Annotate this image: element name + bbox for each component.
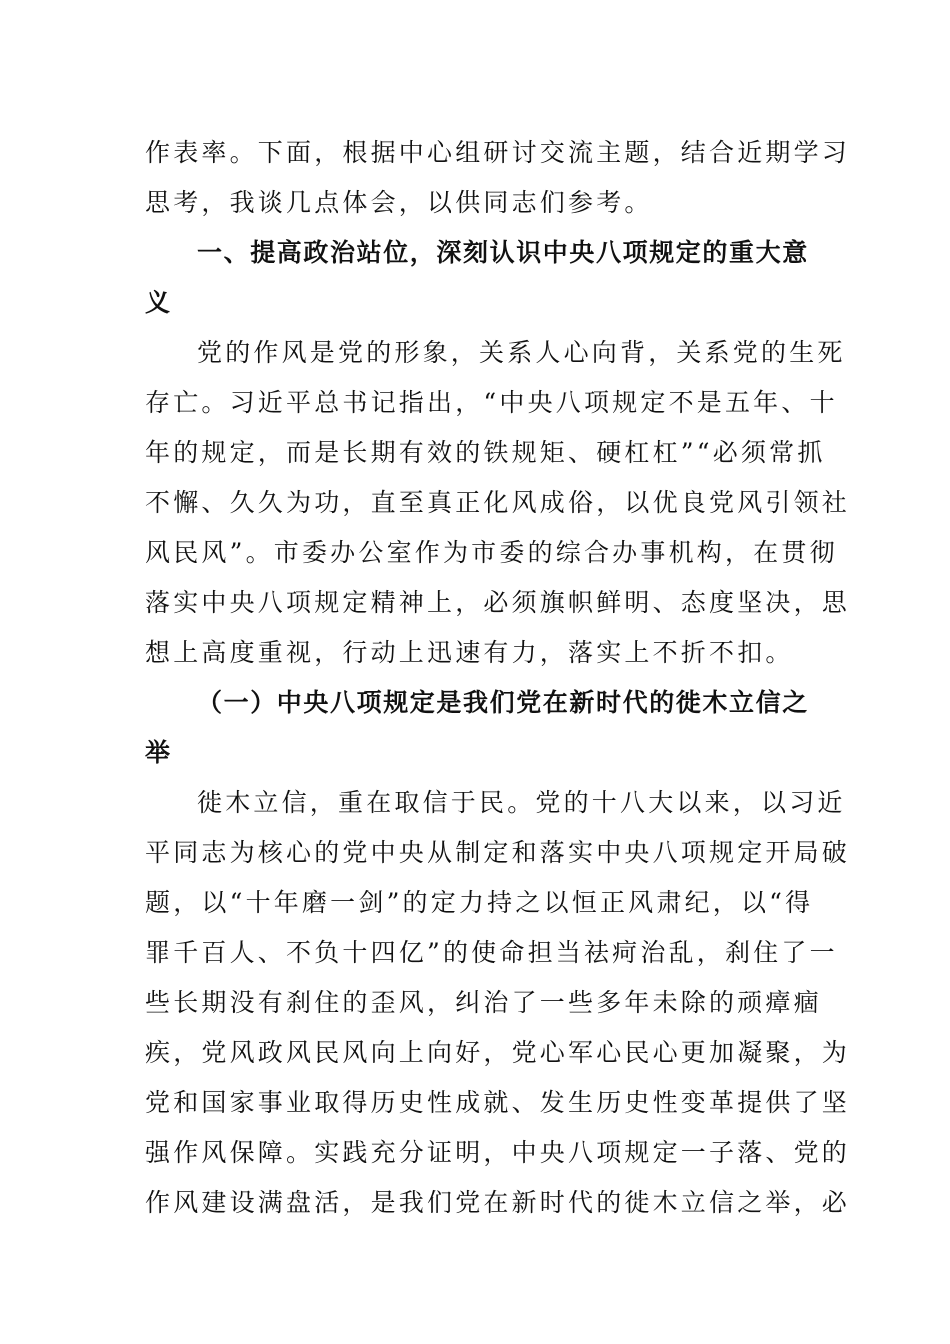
body-text-line: 不懈、久久为功，直至真正化风成俗，以优良党风引领社 [145, 488, 851, 517]
body-text-line: 平同志为核心的党中央从制定和落实中央八项规定开局破 [145, 838, 851, 867]
section-heading: 一、提高政治站位，深刻认识中央八项规定的重大意 [197, 238, 809, 267]
body-text-line: 党的作风是党的形象，关系人心向背，关系党的生死 [197, 338, 846, 367]
body-text-line: 落实中央八项规定精神上，必须旗帜鲜明、态度坚决，思 [145, 588, 851, 617]
body-text-line: 些长期没有刹住的歪风，纠治了一些多年未除的顽瘴痼 [145, 988, 822, 1017]
body-text-line: 风民风”。市委办公室作为市委的综合办事机构，在贯彻 [145, 538, 838, 567]
body-text-line: 党和国家事业取得历史性成就、发生历史性变革提供了坚 [145, 1088, 851, 1117]
section-heading-continuation: 义 [145, 288, 172, 317]
body-text-line: 存亡。习近平总书记指出，“中央八项规定不是五年、十 [145, 388, 838, 417]
body-text-line: 题，以“十年磨一剑”的定力持之以恒正风肃纪，以“得 [145, 888, 814, 917]
subsection-heading: （一）中央八项规定是我们党在新时代的徙木立信之 [197, 688, 809, 717]
body-text-line: 作风建设满盘活，是我们党在新时代的徙木立信之举，必 [145, 1188, 851, 1217]
body-text-line: 疾，党风政风民风向上向好，党心军心民心更加凝聚，为 [145, 1038, 851, 1067]
body-text-line: 强作风保障。实践充分证明，中央八项规定一子落、党的 [145, 1138, 851, 1167]
body-text-line: 作表率。下面，根据中心组研讨交流主题，结合近期学习 [145, 138, 851, 167]
body-text-line: 徙木立信，重在取信于民。党的十八大以来，以习近 [197, 788, 846, 817]
body-text-line: 年的规定，而是长期有效的铁规矩、硬杠杠”“必须常抓 [145, 438, 826, 467]
body-text-line: 想上高度重视，行动上迅速有力，落实上不折不扣。 [145, 638, 794, 667]
subsection-heading-continuation: 举 [145, 738, 172, 767]
body-text-line: 思考，我谈几点体会，以供同志们参考。 [145, 188, 653, 217]
body-text-line: 罪千百人、不负十四亿”的使命担当祛疴治乱，刹住了一 [145, 938, 838, 967]
